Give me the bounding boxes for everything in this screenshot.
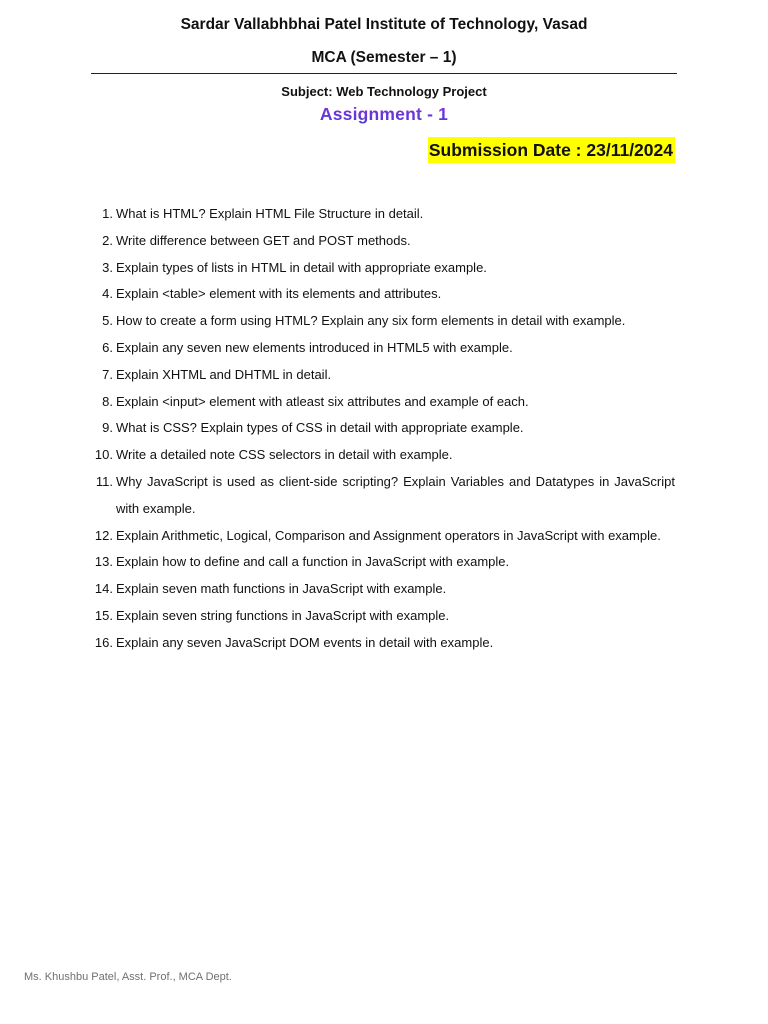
question-text: Explain seven math functions in JavaScript with example. [116,581,447,597]
assignment-title: Assignment - 1 [319,104,449,124]
question-text: Explain XHTML and DHTML in detail. [116,366,332,382]
question-text: How to create a form using HTML? Explain any six form elements in detail with example. [116,313,626,329]
question-item [91,523,675,550]
question-number: 13. [94,554,113,570]
question-item [91,603,675,630]
question-number: 4. [102,286,113,302]
question-number: 11. [95,473,113,489]
question-text: Explain any seven JavaScript DOM events in detail with example. [116,634,494,650]
question-text: Explain how to define and call a function in JavaScript with example. [116,554,510,570]
program-title: MCA (Semester – 1) [311,49,457,66]
question-text: What is CSS? Explain types of CSS in detail with appropriate example. [116,420,524,436]
institute-name: Sardar Vallabhbhai Patel Institute of Technology, Vasad [180,16,588,33]
question-text: Write difference between GET and POST methods. [116,232,411,248]
question-number: 8. [102,393,113,409]
question-number: 15. [94,607,113,623]
question-number: 3. [102,259,113,275]
question-number: 14. [94,581,113,597]
question-number: 1. [102,206,113,221]
question-text: Explain types of lists in HTML in detail with appropriate example. [116,259,487,275]
question-item [91,549,675,576]
question-text: Explain Arithmetic, Logical, Comparison and Assignment operators in JavaScript with example. [116,527,661,543]
question-text: Explain any seven new elements introduced in HTML5 with example. [116,339,513,355]
question-text: Write a detailed note CSS selectors in detail with example. [116,447,453,463]
question-number: 12. [94,527,113,543]
question-number: 2. [102,232,113,248]
question-item [91,442,675,469]
question-item [91,415,675,442]
question-text: Explain seven string functions in JavaScript with example. [116,607,450,623]
question-item [91,576,675,603]
question-number: 16. [94,634,113,650]
question-number: 6. [102,339,113,355]
question-number: 10. [94,447,113,463]
question-text: Explain <input> element with atleast six attributes and example of each. [116,393,529,409]
question-text: What is HTML? Explain HTML File Structure in detail. [116,206,424,221]
question-list [91,201,675,657]
subject-line: Subject: Web Technology Project [281,84,487,99]
question-text: Explain <table> element with its elements and attributes. [116,286,442,302]
question-item [91,362,675,389]
question-item [91,281,675,308]
question-item [91,308,675,335]
question-item [91,389,675,416]
header-divider [91,73,677,74]
question-number: 7. [102,366,113,382]
question-text: Why JavaScript is used as client-side scripting? Explain Variables and Datatypes in JavaScript with example. [116,473,675,516]
question-item [91,335,675,362]
question-item [91,469,675,523]
question-number: 5. [102,313,113,329]
question-item [91,228,675,255]
footer-author: Ms. Khushbu Patel, Asst. Prof., MCA Dept. [24,971,232,983]
question-item [91,255,675,282]
question-item [91,201,675,228]
submission-date: Submission Date : 23/11/2024 [428,137,675,163]
question-number: 9. [102,420,113,436]
question-item [91,630,675,657]
